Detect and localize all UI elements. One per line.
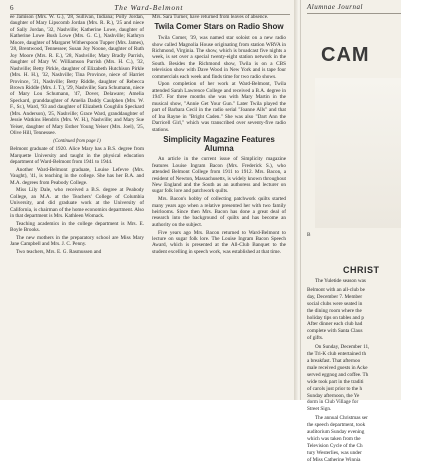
text-line: which was taken from the bbox=[307, 435, 361, 442]
photo-area bbox=[315, 78, 401, 228]
paragraph: Five years ago Mrs. Bacon returned to Ward-Belmont to lecture on sugar folk lore. The Louise Ingram Bacon Speech Award, which is presented at the All-Club Banquet to the student excelling in speech work, was established at that time. bbox=[152, 229, 286, 255]
text-line: the dining room where the bbox=[307, 307, 362, 314]
text-line: served eggnog and coffee. Th bbox=[307, 371, 369, 378]
text-line: of carols just prior to the h bbox=[307, 385, 363, 392]
text-line: On Sunday, December 11, bbox=[315, 344, 370, 351]
article-headline: Twila Comer Stars on Radio Show bbox=[154, 22, 284, 32]
paragraph: Miss Lily Dale, who received a B.S. degree at Peabody College, an M.A. at the Teachers' College of Columbia University, and did graduate work at the University of California, is chairman of the home economics department. Also in that department is Mrs. Kathleen Womack. bbox=[10, 187, 144, 219]
right-page bbox=[300, 0, 401, 463]
paragraph: Two teachers, Mrs. E. G. Rasmussen and bbox=[16, 248, 102, 255]
text-line: After dinner each club had bbox=[307, 321, 363, 328]
text-line: male received guests in Acke bbox=[307, 364, 368, 371]
text-line: social clubs were seated in bbox=[307, 300, 363, 307]
continued-note: (Continued from page 1) bbox=[53, 138, 101, 144]
text-line: complete with Santa Claus bbox=[307, 328, 363, 335]
text-line: The annual Christmas ser bbox=[315, 415, 368, 422]
paragraph: Another Ward-Belmont graduate, Louise Lefevre (Mrs. Vaught), '41, is teaching in the college. She has her B.A. and M.A. degrees from Peabody College. bbox=[10, 166, 144, 186]
text-line: of Miss Catherine Winnia bbox=[307, 456, 361, 463]
text-line: Belmont with an all-club be bbox=[307, 286, 365, 293]
text-line: auditorium Sunday evening bbox=[307, 429, 365, 436]
paragraph: The new mothers in the preparatory school are Miss Mary Jane Campbell and Mrs. J. C. Penny. bbox=[10, 234, 144, 248]
paragraph: Mrs. Sara Turner, have returned from leaves of absence. bbox=[152, 14, 269, 20]
publication-title: The Ward-Belmont bbox=[114, 3, 184, 12]
text-line: tury Westerlies, was under bbox=[307, 449, 362, 456]
text-line: the speech department, took bbox=[307, 422, 366, 429]
paragraph: An article in the current issue of Simplicity magazine features Louise Ingram Bacon (Mrs. Frederick S.), who attended Belmont College from 1911 to 1912. Mrs. Bacon, a resident of Newton, Massachusetts, is widely known throughout New England and the South as an authoress and lecturer on sugar folk lore and patchwork quilts. bbox=[152, 156, 286, 195]
paragraph: Belmont graduate of 1920. Alice Mary has a B.S. degree from Marquette University and taught in the physical education department of Ward-Belmont from 1941 to 1944. bbox=[10, 146, 144, 165]
paragraph: Upon completion of her work at Ward-Belmont, Twila attended Sarah Lawrence College and received a B.A. degree in 1947. For three months she was with Mary Martin in the musical show, "Annie Get Your Gun." Later Twila played the part of Barbara Cecil in the radio serial "Joanne Alls" and that of Ina Rayne in "Bright Caden." She was also "Dart Ann the Darricell Girl," which was transcribed over seventy-five radio stations. bbox=[152, 81, 286, 133]
text-line: wide took part in the traditi bbox=[307, 378, 364, 385]
section-heading: CHRIST bbox=[343, 265, 380, 275]
text-line: day, December 7. Member bbox=[307, 293, 363, 300]
text-line: Sunday afternoon, the Ye bbox=[307, 392, 360, 399]
text-line: The Yuletide season was bbox=[315, 278, 366, 284]
text-line: Television Cycle of the Ch bbox=[307, 442, 363, 449]
paragraph: ee Jamison (Mrs. W. G.), '28, Sullivan, Indiana; Polly Jordan, daughter of Mary Lipscomb Jordan (Mrs. R. R.), '25 and niece of Sally Jordan, '32, Nashville; Katherine Lowe, daughter of Katherine Lowe Bush Lowe (Mrs. G. C.), Nashville; Kathryn Moore, daughter of Margaret Witherspoon Tupper (Mrs. James), '28, Brentwood, Tennessee; Susan Joy Noone, daughter of Ruth Joy Moore (Mrs. R. E.), '28, Nashville; Mary Bradly Parrish, daughter of Mary W. Williamson Parrish (Mrs. H. C.), '32, Nashville; Betty Pirkle, daughter of Elizabeth Hutchison Pirkle (Mrs. H. H.), '32, Nashville; Tina Province, niece of Harriet Province, '31, Nashville; Betty Riddle, daughter of Rebecca Brown Riddle (Mrs. J. T.), '29, Nashville; Sara Schumann, niece of Mary Lou Schumann, '47, Dover, Delaware; Amelia Speckard, granddaughter of Amelia Daddy Caulphen (Mrs. W. F., Sr.), Ward, '93 and daughter of Elizabeth Coughlin Speckard (Mrs. Anderson), '25, Nashville; Grace Ward, granddaughter of Jessie Watkins Hendrix (Mrs. W. H.), Nashville; and Mary Sue Yeiser, daughter of Mary Esther Young Yeiser (Mrs. Joel), '25, Olive Hill, Tennessee. bbox=[10, 14, 144, 137]
right-body-text bbox=[307, 278, 427, 464]
paragraph: Twila Comer, '39, was named star soloist on a new radio show called Magnolia House originating from station WRVA in Richmond, Virginia. The show, which is broadcast five nights a week, is set over a special twenty-eight station network in the South. Besides the Richmond show, Twila is on a CBS television show with Dave Wood in New York and is tape four commercials each week and finds time for two radio shows. bbox=[152, 35, 286, 80]
page-number: 6 bbox=[10, 4, 14, 12]
text-fragment: B bbox=[307, 232, 311, 238]
right-column bbox=[152, 14, 286, 257]
paragraph: Mrs. Bacon's hobby of collecting patchwork quilts started many years ago when a relative presented her with two family heirlooms. Since then Mrs. Bacon has done a great deal of research into the background of quilts and has become an authority on the subject. bbox=[152, 196, 286, 228]
text-line: of gifts. bbox=[307, 335, 324, 342]
text-line: a breakfast. That afternoo bbox=[307, 357, 361, 364]
text-line: the Tri-K club entertained th bbox=[307, 351, 367, 358]
article-headline: Simplicity Magazine Features Alumna bbox=[163, 135, 275, 153]
text-line: dorm in Club Village for bbox=[307, 399, 359, 406]
left-column bbox=[10, 14, 144, 256]
paragraph: Teaching academics in the college department is Mrs. E. Boyle Brooks. bbox=[10, 220, 144, 234]
text-line: Street Sign. bbox=[307, 406, 332, 413]
feature-title: CAM bbox=[321, 44, 370, 66]
running-head-right: Alumnae Journal bbox=[307, 3, 401, 14]
text-line: holiday tips on tables and p bbox=[307, 314, 364, 321]
